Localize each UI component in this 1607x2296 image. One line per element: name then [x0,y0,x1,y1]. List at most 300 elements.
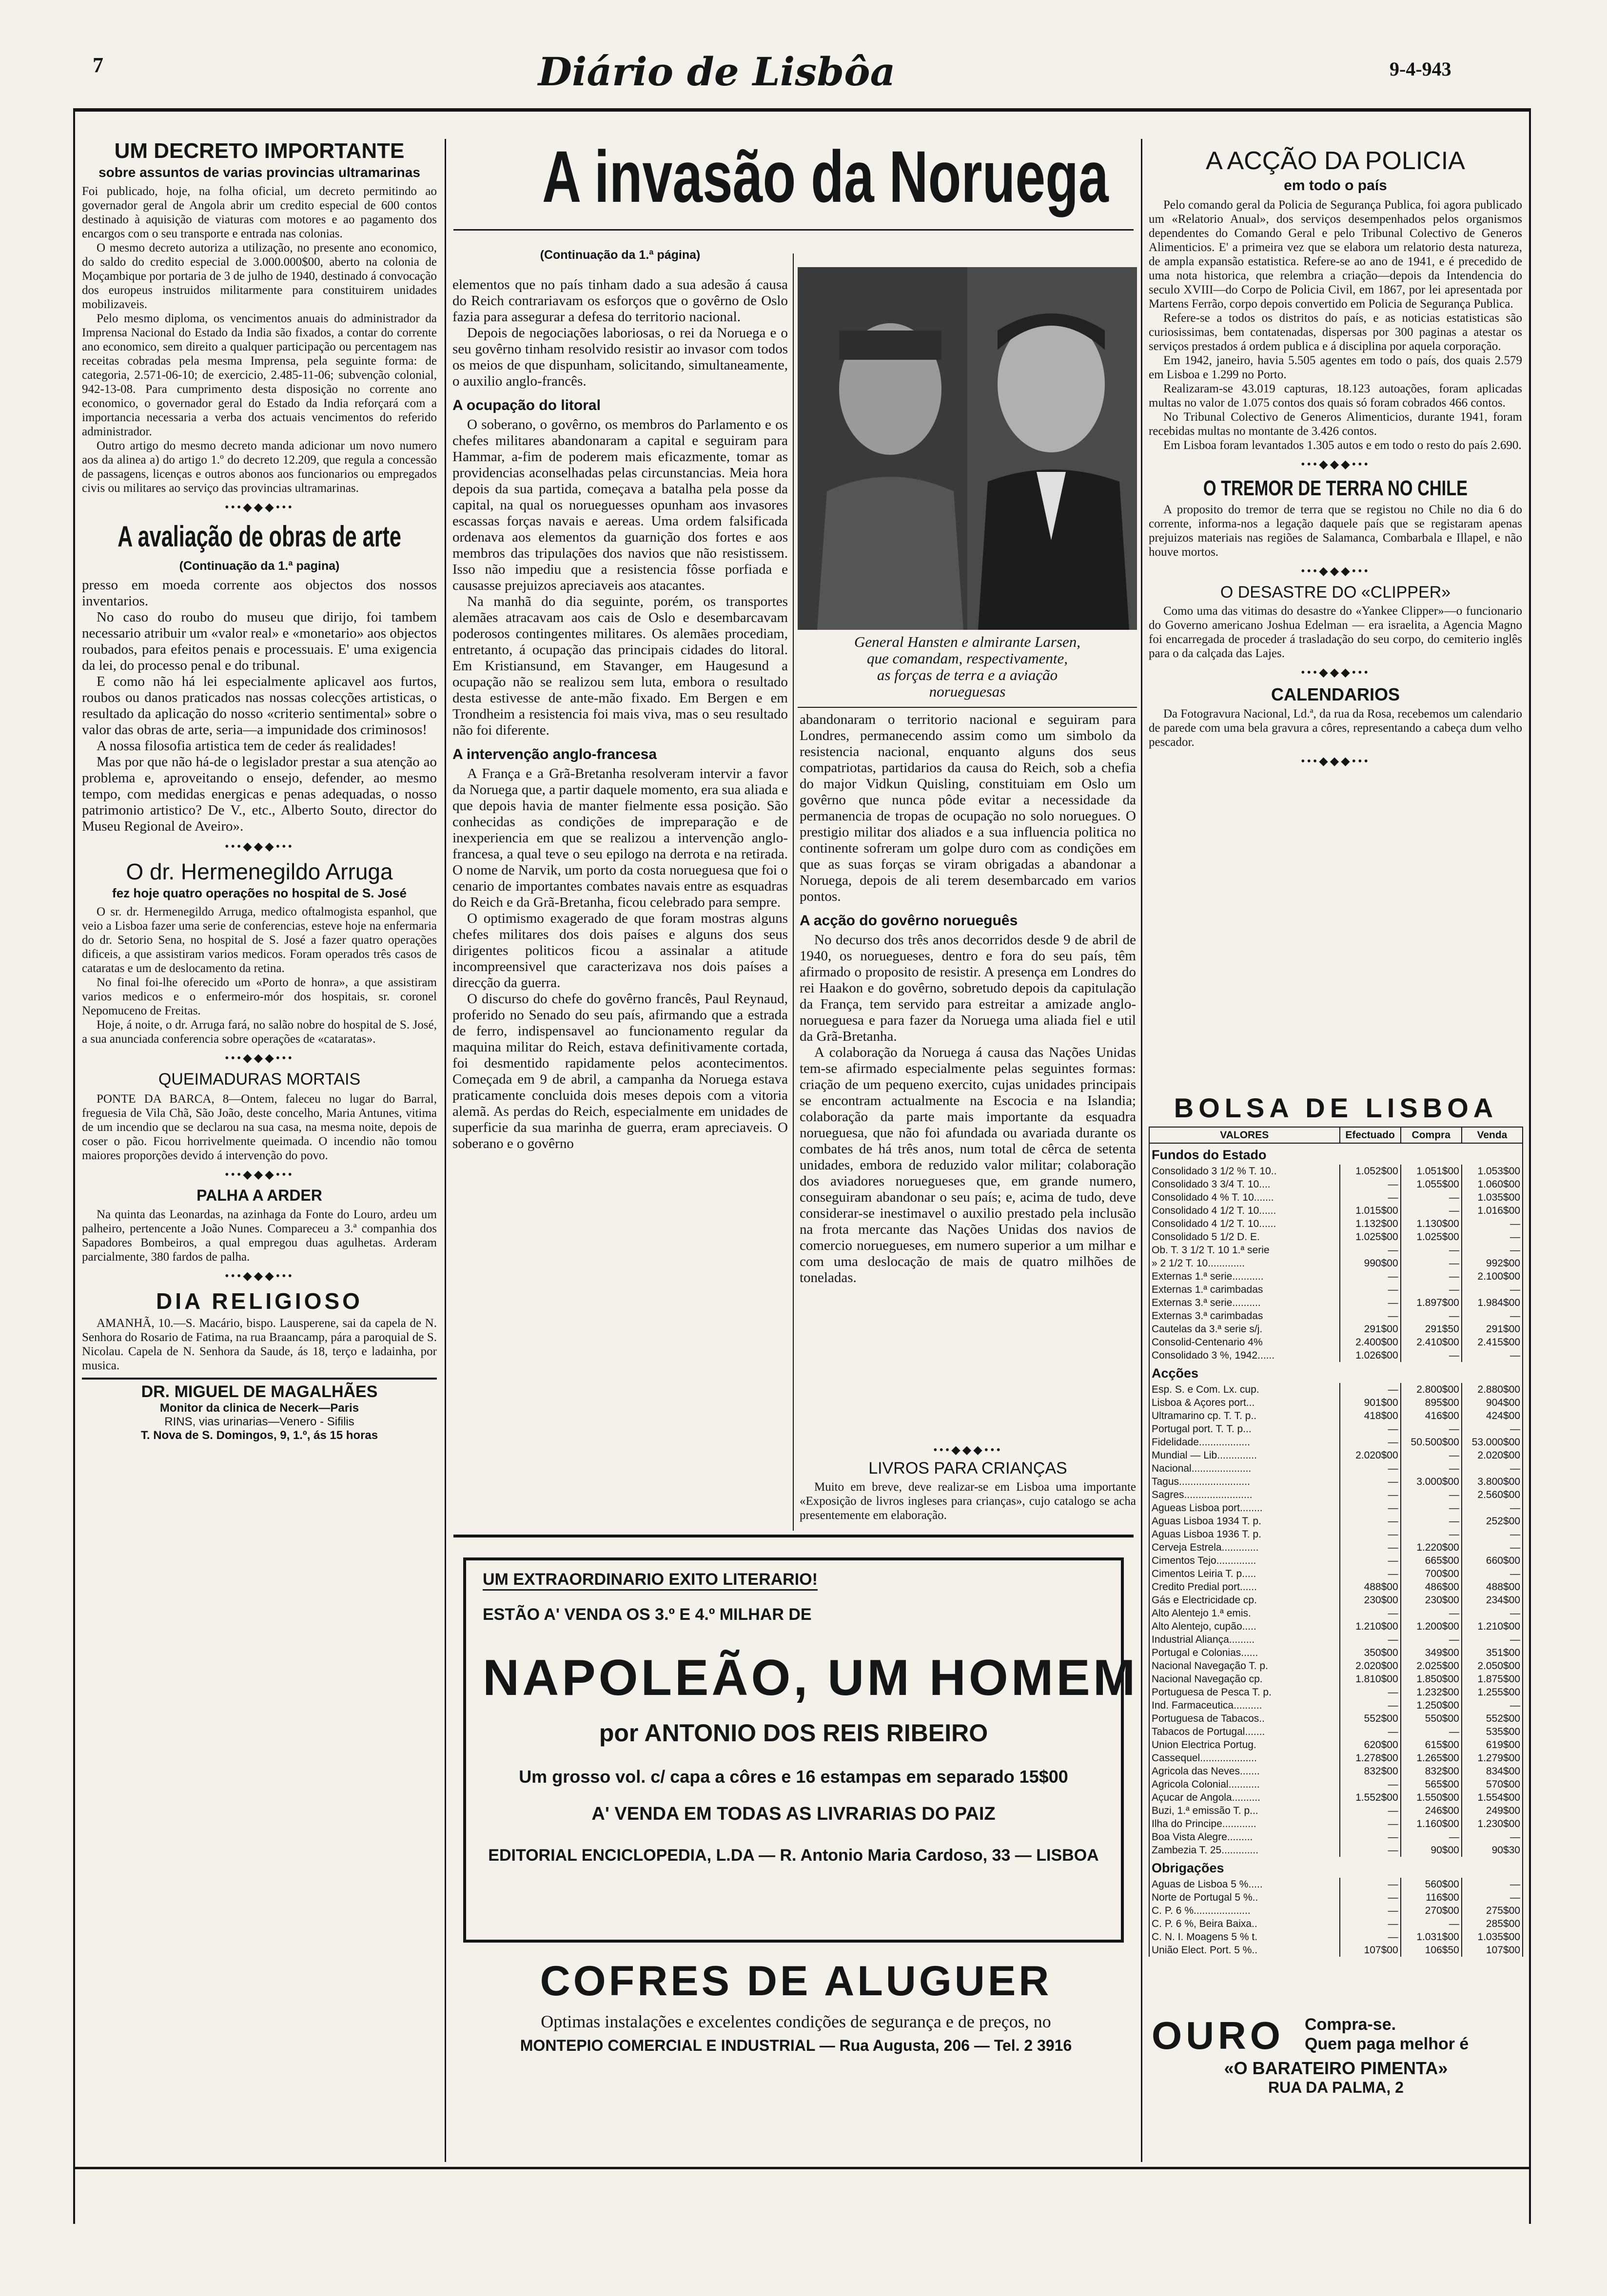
bolsa-cell-valor: Alto Alentejo, cupão..... [1149,1620,1340,1633]
table-row [1149,1257,1523,1270]
bolsa-cell-venda: 660$00 [1462,1554,1523,1567]
bolsa-cell-venda: — [1462,1217,1523,1230]
bolsa-cell-efectuado: — [1340,1541,1401,1554]
bolsa-cell-venda: 107$00 [1462,1944,1523,1957]
bolsa-cell-compra: — [1401,1488,1462,1501]
bolsa-cell-compra: 1.265$00 [1401,1751,1462,1765]
table-row [1149,1673,1523,1686]
calendarios-title: CALENDARIOS [1271,684,1400,704]
bolsa-cell-compra: — [1401,1349,1462,1362]
bolsa-cell-valor: Lisboa & Açores port... [1149,1396,1340,1409]
table-row [1149,1270,1523,1283]
ornament-divider: •••◆◆◆••• [1301,458,1370,471]
ornament-divider: •••◆◆◆••• [1301,666,1370,679]
bolsa-cell-compra: 2.800$00 [1401,1383,1462,1396]
table-row [1149,1712,1523,1725]
bolsa-cell-efectuado: 620$00 [1340,1738,1401,1751]
bolsa-cell-valor: Esp. S. e Com. Lx. cup. [1149,1383,1340,1396]
bolsa-cell-compra: 1.250$00 [1401,1699,1462,1712]
bolsa-table [1149,1127,1523,1957]
bolsa-cell-valor: Tabacos de Portugal....... [1149,1725,1340,1738]
bolsa-cell-valor: Ind. Farmaceutica.......... [1149,1699,1340,1712]
photo-caption [798,634,1137,700]
bolsa-cell-compra: 270$00 [1401,1904,1462,1917]
bolsa-cell-efectuado: — [1340,1844,1401,1857]
bolsa-cell-valor: Nacional..................... [1149,1462,1340,1475]
palha-title: PALHA A ARDER [196,1187,322,1204]
table-row [1149,1620,1523,1633]
bolsa-cell-compra: 486$00 [1401,1580,1462,1594]
table-row [1149,1904,1523,1917]
bolsa-cell-compra: 349$00 [1401,1646,1462,1659]
bolsa-cell-valor: Consolid-Centenario 4% [1149,1336,1340,1349]
bolsa-cell-venda: 570$00 [1462,1778,1523,1791]
bolsa-cell-efectuado: 990$00 [1340,1257,1401,1270]
bolsa-cell-venda: 275$00 [1462,1904,1523,1917]
decreto-subtitle: sobre assuntos de varias provincias ultramarinas [98,165,420,180]
table-row [1149,1917,1523,1930]
bolsa-cell-efectuado: 1.278$00 [1340,1751,1401,1765]
bolsa-cell-compra: 1.025$00 [1401,1230,1462,1244]
bolsa-cell-efectuado: — [1340,1462,1401,1475]
bolsa-cell-venda: — [1462,1309,1523,1323]
table-row [1149,1659,1523,1673]
ouro-ad-line: «O BARATEIRO PIMENTA» [1224,2058,1448,2078]
bolsa-cell-valor: Portuguesa de Pesca T. p. [1149,1686,1340,1699]
magalhaes-line: RINS, vias urinarias—Venero - Sifilis [164,1415,354,1428]
bolsa-cell-venda: — [1462,1422,1523,1436]
palha-text: Na quinta das Leonardas, na azinhaga da Fonte do Louro, ardeu um palheiro, pertencente a João Nunes. Compareceu a 3.ª companhia dos Sapadores Bombeiros, a qual empregou duas agulhetas. Arderam parcialmente, 380 fardos de palha. [82,1208,437,1264]
bolsa-cell-venda: 2.050$00 [1462,1659,1523,1673]
table-row [1149,1283,1523,1296]
avaliacao-paragraph: Mas por que não há-de o legislador prestar a sua atenção ao problema e, aproveitando o ensejo, defender, ao mesmo tempo, com medidas energicas e penas adequadas, o nosso patrimonio artistico? De V., etc., Alberto Souto, director do Museu Regional de Aveiro». [82,754,437,834]
table-row [1149,1646,1523,1659]
bolsa-cell-venda: 834$00 [1462,1765,1523,1778]
bolsa-cell-efectuado: — [1340,1830,1401,1844]
table-row [1149,1244,1523,1257]
bolsa-cell-efectuado: — [1340,1904,1401,1917]
table-row [1149,1349,1523,1362]
bolsa-cell-compra: 116$00 [1401,1891,1462,1904]
bolsa-cell-venda: — [1462,1891,1523,1904]
bolsa-cell-venda: 90$30 [1462,1844,1523,1857]
bolsa-cell-valor: Agueas Lisboa port........ [1149,1501,1340,1515]
bolsa-cell-compra: 1.055$00 [1401,1178,1462,1191]
center-divider [453,1535,1134,1537]
bolsa-cell-valor: Consolidado 3 3/4 T. 10.... [1149,1178,1340,1191]
bolsa-cell-compra: — [1401,1204,1462,1217]
bolsa-cell-valor: Cimentos Leiria T. p..... [1149,1567,1340,1580]
noruega-paragraph: abandonaram o territorio nacional e seguiram para Londres, permanecendo assim como um simbolo da resistencia nacional, enquanto alguns dos seus compatriotas, partidarios da causa do Reich, sob a chefia do major Vidkun Quisling, constituiam em Oslo um govêrno que nunca pôde evitar a necessidade da permanencia de tropas de ocupação no solo noruegues. O prestigio militar dos aliados e a sua influencia politica no continente sofreram um golpe duro com as condições em que as suas forças se viram obrigadas a abandonar a Noruega, depois de ali terem desembarcado em varios pontos. [800,712,1136,904]
noruega-paragraph: O optimismo exagerado de que foram mostras alguns chefes militares dos dois países e alguns dos seus dirigentes politicos ficou a assinalar a atitude incompreensivel que caracterizava nos dois países a direcção da guerra. [452,911,788,991]
bolsa-cell-efectuado: — [1340,1515,1401,1528]
bolsa-cell-valor: Agricola Colonial........... [1149,1778,1340,1791]
bolsa-cell-venda: 3.800$00 [1462,1475,1523,1488]
bolsa-cell-compra: 615$00 [1401,1738,1462,1751]
bolsa-cell-efectuado: — [1340,1891,1401,1904]
bolsa-cell-compra: — [1401,1422,1462,1436]
bolsa-cell-efectuado: 552$00 [1340,1712,1401,1725]
bolsa-cell-venda: — [1462,1528,1523,1541]
magalhaes-line: Monitor da clinica de Necerk—Paris [159,1401,359,1415]
noruega-paragraph: elementos que no país tinham dado a sua adesão á causa do Reich contrariavam os esforços que o govêrno de Oslo fazia para assegurar a defesa do territorio nacional. [452,277,788,325]
bolsa-cell-venda: — [1462,1607,1523,1620]
table-row [1149,1449,1523,1462]
arruga-title: O dr. Hermenegildo Arruga [126,859,393,884]
bolsa-cell-venda: 2.880$00 [1462,1383,1523,1396]
bolsa-cell-efectuado: — [1340,1283,1401,1296]
arruga-paragraph: O sr. dr. Hermenegildo Arruga, medico oftalmogista espanhol, que veio a Lisboa fazer uma serie de conferencias, esteve hoje na enfermaria do dr. Setorio Sena, no hospital de S. José a fazer quatro operações dificeis, a que assistiram varios medicos. Foram operados três casos de cataratas e um de deslocamento da retina. [82,905,437,975]
noruega-col-2 [800,712,1136,1438]
bolsa-cell-valor: Tagus......................... [1149,1475,1340,1488]
policia-paragraph: Em Lisboa foram levantados 1.305 autos e em todo o resto do país 2.690. [1163,439,1522,452]
bolsa-cell-compra: — [1401,1257,1462,1270]
bolsa-cell-valor: Consolidado 3 %, 1942...... [1149,1349,1340,1362]
queimaduras-text: PONTE DA BARCA, 8—Ontem, faleceu no lugar do Barral, freguesia de Vila Chã, São João, deste concelho, Maria Antunes, vitima de um incendio que se declarou na sua casa, na mesma noite, depois de coser o pão. Ficou horrivelmente queimada. O incendio não tomou maiores proporções devido á intervenção do povo. [82,1092,437,1162]
bolsa-cell-valor: Consolidado 3 1/2 % T. 10.. [1149,1165,1340,1178]
table-row [1149,1191,1523,1204]
bolsa-cell-valor: Consolidado 4 1/2 T. 10...... [1149,1204,1340,1217]
bolsa-cell-venda: 2.560$00 [1462,1488,1523,1501]
table-row [1149,1488,1523,1501]
table-row [1149,1296,1523,1309]
bolsa-cell-venda: — [1462,1230,1523,1244]
bolsa-cell-efectuado: 2.400$00 [1340,1336,1401,1349]
bolsa-section-title: Acções [1149,1362,1523,1383]
bolsa-cell-valor: Mundial — Lib.............. [1149,1449,1340,1462]
policia-paragraph: Pelo comando geral da Policia de Segurança Publica, foi agora publicado um «Relatorio Anual», dos serviços desempenhados pelos organismos dependentes do Comando Geral e pelo Tribunal Colectivo de Generos Alimenticios. E' a primeira vez que se elabora um relatorio desta natureza, de ampla expansão estatistica. Refere-se ao ano de 1941, e é precedido de uma nota historica, que relembra a criação—depois da Intendencia do seculo XVIII—do Corpo de Policia Civil, em 1867, por lei apresentada por Martens Ferrão, corpo depois convertido em Policia de Segurança Publica. [1149,198,1522,311]
avaliacao-paragraph: No caso do roubo do museu que dirijo, foi tambem necessario atribuir um «valor real» e «monetario» aos objectos roubados, para efeitos penais e processuais. E' uma exigencia da lei, do processo penal e do tribunal. [82,609,437,673]
bolsa-cell-efectuado: — [1340,1804,1401,1817]
table-row [1149,1607,1523,1620]
bolsa-cell-efectuado: 488$00 [1340,1580,1401,1594]
table-row [1149,1817,1523,1830]
tremor-title: O TREMOR DE TERRA NO CHILE [1203,476,1468,500]
bolsa-cell-valor: Industrial Aliança......... [1149,1633,1340,1646]
bolsa-cell-compra: 50.500$00 [1401,1436,1462,1449]
livros-title: LIVROS PARA CRIANÇAS [868,1459,1067,1478]
column-separator [793,253,794,1531]
arruga-subtitle: fez hoje quatro operações no hospital de S. José [112,886,407,900]
noruega-continuation: (Continuação da 1.ª página) [540,248,701,262]
ornament-divider: •••◆◆◆••• [225,1052,294,1065]
masthead-rule [73,108,1531,112]
table-row [1149,1594,1523,1607]
bolsa-cell-compra: — [1401,1449,1462,1462]
bolsa-cell-compra: — [1401,1283,1462,1296]
bolsa-cell-compra: 106$50 [1401,1944,1462,1957]
table-row [1149,1230,1523,1244]
ouro-ad-word: OURO [1152,2014,1284,2057]
bolsa-cell-compra: — [1401,1191,1462,1204]
bolsa-cell-valor: Cautelas da 3.ª serie s/j. [1149,1323,1340,1336]
bolsa-cell-efectuado: — [1340,1528,1401,1541]
bolsa-cell-venda: 249$00 [1462,1804,1523,1817]
noruega-subhead-governo: A acção do govêrno norueguês [800,913,1018,929]
noruega-paragraph: No decurso dos três anos decorridos desde 9 de abril de 1940, os noruegueses, dentro e fora do seu país, têm afirmado o proposito de resistir. A presença em Londres do rei Haakon e do govêrno, sobretudo depois da capitulação da França, tem servido para estreitar a amizade anglo-norueguesa e para fazer da Noruega uma aliada fiel e util da Grã-Bretanha. [800,932,1136,1044]
bolsa-cell-efectuado: — [1340,1817,1401,1830]
policia-paragraph: Refere-se a todos os distritos do país, e as noticias estatisticas são curiosissimas, bem contatenadas, dispersas por 300 paginas a atestar os serviços prestados á ordem publica e á disciplina por aquela corporação. [1149,311,1522,353]
bolsa-cell-compra: 246$00 [1401,1804,1462,1817]
bolsa-cell-venda: 1.279$00 [1462,1751,1523,1765]
tremor-article [1149,476,1522,559]
bolsa-cell-venda: — [1462,1699,1523,1712]
bolsa-cell-valor: Sagres........................ [1149,1488,1340,1501]
bolsa-cell-efectuado: 230$00 [1340,1594,1401,1607]
bolsa-cell-efectuado: — [1340,1930,1401,1944]
bolsa-cell-valor: Consolidado 4 1/2 T. 10...... [1149,1217,1340,1230]
bolsa-cell-venda: — [1462,1633,1523,1646]
bolsa-cell-compra: 565$00 [1401,1778,1462,1791]
bolsa-cell-compra: 832$00 [1401,1765,1462,1778]
table-row [1149,1336,1523,1349]
ornament-divider: •••◆◆◆••• [1301,755,1370,768]
magalhaes-name: DR. MIGUEL DE MAGALHÃES [141,1382,378,1401]
table-row [1149,1765,1523,1778]
bolsa-cell-compra: 416$00 [1401,1409,1462,1422]
bolsa-cell-valor: Aguas Lisboa 1936 T. p. [1149,1528,1340,1541]
palha-article [82,1187,437,1264]
column-separator [1141,139,1142,2162]
bolsa-cell-venda: 1.210$00 [1462,1620,1523,1633]
noruega-paragraph: Na manhã do dia seguinte, porém, os transportes alemães atracavam aos cais de Oslo e desembarcavam poderosos contingentes militares. Os alemães procediam, entretanto, á ocupação das principais cidades do litoral. Em Kristiansund, em Stavanger, em Haugesund a ocupação não se realizou sem luta, embora o resultado desta estivesse de ante-mão fixado. Em Bergen e em Trondheim a resistencia foi mais viva, mas o seu resultado não foi diferente. [452,594,788,738]
bolsa-cell-venda: — [1462,1830,1523,1844]
bolsa-cell-valor: Portuguesa de Tabacos.. [1149,1712,1340,1725]
bolsa-cell-valor: União Elect. Port. 5 %.. [1149,1944,1340,1957]
religioso-text: AMANHÃ, 10.—S. Macário, bispo. Lausperene, sai da capela de N. Senhora do Rosario de Fatima, na rua Braancamp, pára a paroquial de S. Nicolau. Capela de N. Senhora da Saude, ás 18, terço e ladainha, por musica. [82,1317,437,1372]
queimaduras-title: QUEIMADURAS MORTAIS [158,1070,361,1089]
bolsa-cell-valor: Buzi, 1.ª emissão T. p... [1149,1804,1340,1817]
cofres-ad [458,1957,1134,2055]
clipper-title: O DESASTRE DO «CLIPPER» [1220,583,1451,602]
clipper-text: Como uma das vitimas do desastre do «Yankee Clipper»—o funcionario do Governo americano Joshua Edelman — era israelita, a Agencia Magno foi encarregada de proceder á trasladação do seu corpo, do cemiterio inglês para o da calçada das Lajes. [1149,604,1522,660]
bolsa-cell-compra: — [1401,1917,1462,1930]
bolsa-cell-efectuado: 1.810$00 [1340,1673,1401,1686]
bolsa-cell-valor: C. P. 6 %.................... [1149,1904,1340,1917]
bolsa-cell-venda: 285$00 [1462,1917,1523,1930]
table-row [1149,1323,1523,1336]
avaliacao-paragraph: A nossa filosofia artistica tem de ceder ás realidades! [97,738,397,754]
bolsa-cell-efectuado: 901$00 [1340,1396,1401,1409]
bolsa-cell-efectuado: — [1340,1383,1401,1396]
bolsa-cell-efectuado: — [1340,1422,1401,1436]
table-row [1149,1204,1523,1217]
bolsa-cell-efectuado: — [1340,1778,1401,1791]
bolsa-cell-valor: Açucar de Angola.......... [1149,1791,1340,1804]
table-row [1149,1462,1523,1475]
bolsa-cell-valor: Norte de Portugal 5 %.. [1149,1891,1340,1904]
table-row [1149,1778,1523,1791]
table-row [1149,1830,1523,1844]
bolsa-cell-valor: Union Electrica Portug. [1149,1738,1340,1751]
tremor-text: A proposito do tremor de terra que se registou no Chile no dia 6 do corrente, informa-nos a legação daquele país que se registaram apenas prejuizos materiais nas regiões de Salamanca, Combarbala e Illapel, e não houve mortos. [1149,503,1522,559]
policia-subtitle: em todo o país [1284,177,1387,194]
bolsa-cell-valor: Externas 1.ª serie........... [1149,1270,1340,1283]
bolsa-cell-venda: — [1462,1501,1523,1515]
frame-left [73,108,75,2224]
bolsa-cell-efectuado: — [1340,1244,1401,1257]
bolsa-cell-valor: Consolidado 5 1/2 D. E. [1149,1230,1340,1244]
bolsa-cell-venda: 535$00 [1462,1725,1523,1738]
bolsa-cell-valor: Nacional Navegação cp. [1149,1673,1340,1686]
napoleao-ad-sale: A' VENDA EM TODAS AS LIVRARIAS DO PAIZ [591,1804,996,1824]
table-row [1149,1475,1523,1488]
bolsa-cell-valor: Credito Predial port...... [1149,1580,1340,1594]
table-row [1149,1633,1523,1646]
noruega-title: A invasão da Noruega [542,136,1109,217]
bolsa-cell-efectuado: — [1340,1725,1401,1738]
bolsa-section-row [1149,1362,1523,1383]
bolsa-cell-venda: 2.415$00 [1462,1336,1523,1349]
bolsa-cell-compra: 560$00 [1401,1878,1462,1891]
noruega-title-rule [453,229,1134,231]
bolsa-header-efectuado: Efectuado [1340,1127,1401,1143]
table-row [1149,1515,1523,1528]
bolsa-cell-efectuado: — [1340,1309,1401,1323]
calendarios-article [1149,684,1522,749]
bolsa-cell-efectuado: — [1340,1878,1401,1891]
avaliacao-continuation: (Continuação da 1.ª pagina) [179,559,340,573]
table-row [1149,1528,1523,1541]
table-row [1149,1541,1523,1554]
table-row [1149,1891,1523,1904]
ouro-ad [1149,2013,1523,2101]
bolsa-cell-compra: 700$00 [1401,1567,1462,1580]
avaliacao-paragraph: E como não há lei especialmente aplicavel aos furtos, roubos ou danos praticados nas nossas colecções artisticas, o resultado da aplicação do nosso «criterio sentimental» sobre o valor das obras de arte, seria—a impunidade dos criminosos! [82,674,437,738]
page-number: 7 [93,53,103,77]
right-column [1149,146,1522,1087]
policia-paragraph: Em 1942, janeiro, havia 5.505 agentes em todo o país, dos quais 2.579 em Lisboa e 1.299 no Porto. [1149,354,1522,381]
bolsa-body [1149,1143,1523,1957]
bolsa-cell-venda: 1.230$00 [1462,1817,1523,1830]
table-row [1149,1930,1523,1944]
bolsa-cell-efectuado: — [1340,1436,1401,1449]
bolsa-cell-valor: Externas 1.ª carimbadas [1149,1283,1340,1296]
bolsa-cell-efectuado: — [1340,1554,1401,1567]
table-row [1149,1580,1523,1594]
avaliacao-title: A avaliação de obras de arte [118,520,401,553]
table-row [1149,1554,1523,1567]
magalhaes-ad [82,1378,437,1442]
bolsa-cell-valor: Aguas Lisboa 1934 T. p. [1149,1515,1340,1528]
bolsa-cell-valor: Ilha do Principe............ [1149,1817,1340,1830]
bolsa-cell-venda: 291$00 [1462,1323,1523,1336]
bolsa-section-title: Fundos do Estado [1149,1143,1523,1165]
religioso-article [82,1288,437,1373]
policia-paragraph: Realizaram-se 43.019 capturas, 18.123 autoações, foram aplicadas multas no valor de 1.075 contos dos quais só foram cobrados 466 contos. [1149,382,1522,409]
table-row [1149,1686,1523,1699]
table-row [1149,1699,1523,1712]
bolsa-cell-venda: — [1462,1462,1523,1475]
bolsa-cell-compra: — [1401,1501,1462,1515]
bolsa-cell-valor: Fidelidade.................. [1149,1436,1340,1449]
bolsa-cell-compra: 1.232$00 [1401,1686,1462,1699]
bolsa-cell-efectuado: 1.025$00 [1340,1230,1401,1244]
bolsa-cell-efectuado: — [1340,1270,1401,1283]
magalhaes-address: T. Nova de S. Domingos, 9, 1.º, ás 15 horas [140,1429,378,1442]
table-row [1149,1804,1523,1817]
arruga-paragraph: Hoje, á noite, o dr. Arruga fará, no salão nobre do hospital de S. José, a sua anunciada conferencia sobre operações de «cataratas». [82,1018,437,1046]
noruega-col-1 [452,241,788,1531]
ouro-ad-line: RUA DA PALMA, 2 [1268,2079,1404,2096]
bolsa-cell-valor: C. P. 6 %, Beira Baixa.. [1149,1917,1340,1930]
bolsa-title: BOLSA DE LISBOA [1174,1092,1498,1123]
napoleao-ad-author: por ANTONIO DOS REIS RIBEIRO [599,1719,988,1747]
bolsa-cell-efectuado: 1.210$00 [1340,1620,1401,1633]
bolsa-cell-efectuado: 1.132$00 [1340,1217,1401,1230]
bolsa-cell-compra: — [1401,1244,1462,1257]
bolsa-cell-efectuado: 832$00 [1340,1765,1401,1778]
masthead-date: 9-4-943 [1390,58,1451,80]
ouro-ad-line: Compra-se. [1305,2015,1396,2034]
bolsa-cell-venda: — [1462,1283,1523,1296]
livros-article [800,1443,1136,1531]
bolsa-cell-efectuado: — [1340,1686,1401,1699]
table-row [1149,1309,1523,1323]
table-row [1149,1725,1523,1738]
table-row [1149,1751,1523,1765]
bolsa-cell-venda: 1.035$00 [1462,1191,1523,1204]
noruega-paragraph: A França e a Grã-Bretanha resolveram intervir a favor da Noruega que, a partir daquele momento, era sua aliada e que depois havia de manter fielmente essa posição. São conhecidas as condições de impreparação e de inexperiencia em que se realizou a intervenção anglo-francesa, a qual teve o seu epilogo na derrota e na retirada. O nome de Narvik, um porto da costa norueguesa que foi o cenario de importantes combates navais entre as esquadras do Reich e da Grã-Bretanha, ficou celebrado para sempre. [452,766,788,910]
bolsa-cell-compra: 1.031$00 [1401,1930,1462,1944]
portrait-photo-drawing [798,267,1137,630]
column-separator [445,139,446,2162]
bolsa-cell-efectuado: 350$00 [1340,1646,1401,1659]
decreto-title: UM DECRETO IMPORTANTE [114,139,405,163]
table-row [1149,1165,1523,1178]
bolsa-cell-venda: — [1462,1567,1523,1580]
bolsa-cell-efectuado: — [1340,1501,1401,1515]
bolsa-cell-venda: 53.000$00 [1462,1436,1523,1449]
bolsa-cell-valor: Ob. T. 3 1/2 T. 10 1.ª serie [1149,1244,1340,1257]
decreto-paragraph: Outro artigo do mesmo decreto manda adicionar um novo numero aos da alinea a) do artigo 1.º do decreto 12.209, que regula a concessão de passagens, licenças e outros abonos aos funcionarios ou empregados civis ou militares ao serviço das provincias ultramarinas. [82,439,437,495]
table-row [1149,1791,1523,1804]
policia-title: A ACÇÃO DA POLICIA [1206,147,1465,175]
bolsa-cell-venda: 1.016$00 [1462,1204,1523,1217]
bolsa-cell-valor: Alto Alentejo 1.ª emis. [1149,1607,1340,1620]
bolsa-cell-valor: Externas 3.ª carimbadas [1149,1309,1340,1323]
bolsa-section-title: Obrigações [1149,1857,1523,1878]
table-row [1149,1878,1523,1891]
bolsa-cell-valor: Ultramarino cp. T. T. p.. [1149,1409,1340,1422]
bolsa-cell-compra: 1.200$00 [1401,1620,1462,1633]
left-column [82,139,437,2167]
bolsa-cell-compra: — [1401,1309,1462,1323]
masthead-title: Diário de Lisbôa [538,49,896,95]
bolsa-block [1149,1092,1523,2004]
cofres-ad-line: Optimas instalações e excelentes condições de segurança e de preços, no [541,2012,1051,2031]
bolsa-cell-compra: 1.160$00 [1401,1817,1462,1830]
bolsa-cell-efectuado: 1.026$00 [1340,1349,1401,1362]
bolsa-cell-valor: Boa Vista Alegre......... [1149,1830,1340,1844]
bolsa-header-row [1149,1127,1523,1143]
bolsa-cell-efectuado: — [1340,1633,1401,1646]
bolsa-cell-venda: 619$00 [1462,1738,1523,1751]
bolsa-cell-compra: — [1401,1270,1462,1283]
bolsa-cell-venda: 552$00 [1462,1712,1523,1725]
bolsa-cell-efectuado: 1.052$00 [1340,1165,1401,1178]
bolsa-cell-venda: 2.100$00 [1462,1270,1523,1283]
bolsa-cell-efectuado: — [1340,1567,1401,1580]
bolsa-cell-efectuado: 418$00 [1340,1409,1401,1422]
bolsa-cell-compra: — [1401,1830,1462,1844]
table-row [1149,1501,1523,1515]
bolsa-cell-valor: Gás e Electricidade cp. [1149,1594,1340,1607]
photo-caption-line: que comandam, respectivamente, [866,650,1068,667]
arruga-paragraph: No final foi-lhe oferecido um «Porto de honra», a que assistiram varios medicos e o enfermeiro-mór dos hospitais, sr. coronel Nepomuceno de Freitas. [82,976,437,1017]
bolsa-cell-compra: — [1401,1607,1462,1620]
bolsa-cell-valor: C. N. I. Moagens 5 % t. [1149,1930,1340,1944]
